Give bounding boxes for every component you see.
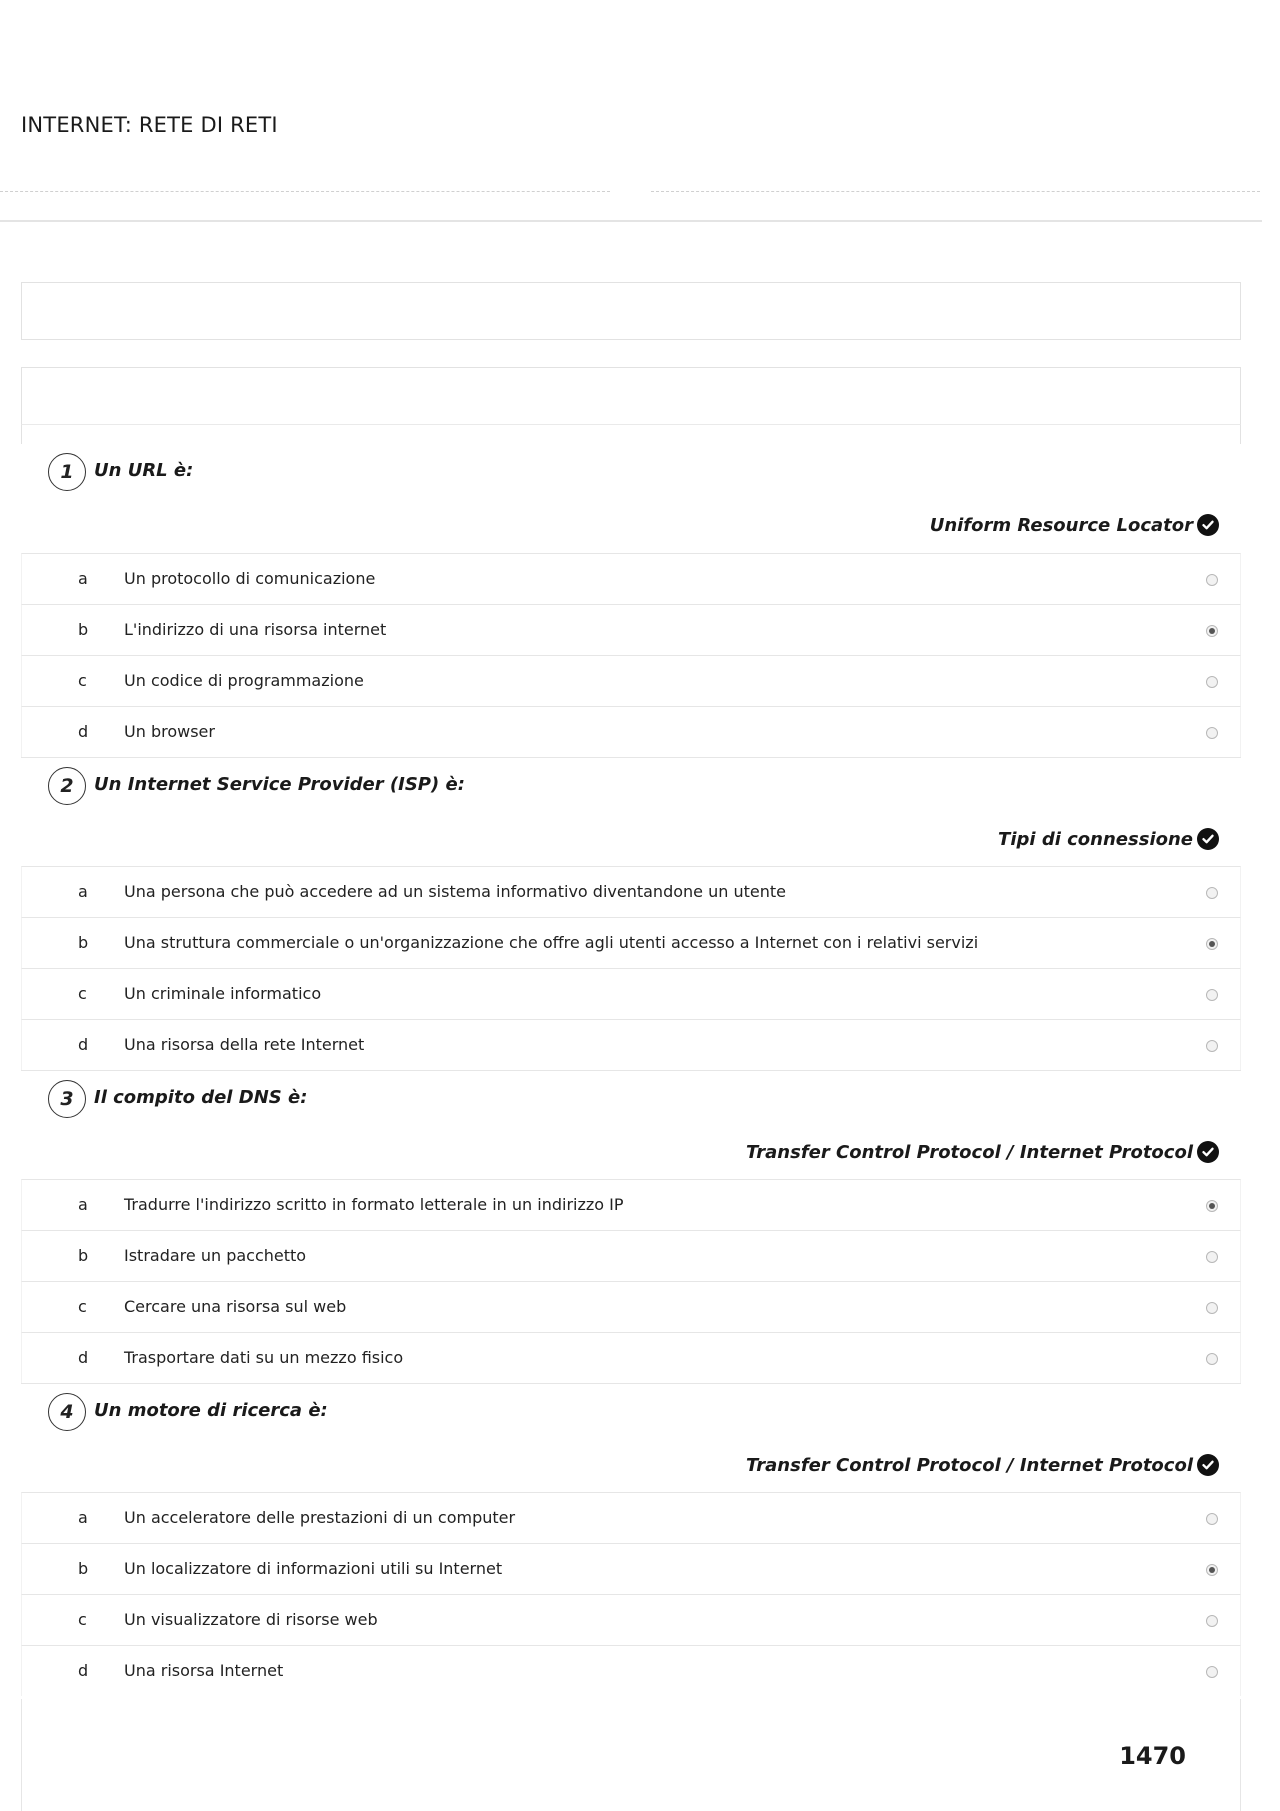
answer-option-a[interactable] [21, 866, 1241, 917]
question-hint [746, 1141, 1219, 1163]
answer-letter: d [78, 1348, 89, 1367]
question-2 [21, 757, 1241, 1070]
question-number-badge: 3 [48, 1080, 86, 1118]
answer-text: Una struttura commerciale o un'organizzazione che offre agli utenti accesso a Internet con i relativi servizi [124, 933, 979, 952]
answer-option-a[interactable] [21, 1492, 1241, 1543]
answer-text: Un codice di programmazione [124, 671, 364, 690]
answer-option-b[interactable] [21, 1230, 1241, 1281]
check-circle-icon [1197, 1454, 1219, 1476]
answer-radio[interactable] [1206, 1251, 1218, 1263]
answer-radio[interactable] [1206, 938, 1218, 950]
question-text: Un motore di ricerca è: [94, 1400, 328, 1421]
question-hint-text: Tipi di connessione [998, 828, 1193, 850]
answer-radio[interactable] [1206, 625, 1218, 637]
answer-radio[interactable] [1206, 989, 1218, 1001]
answer-text: Trasportare dati su un mezzo fisico [124, 1348, 404, 1367]
answer-text: Cercare una risorsa sul web [124, 1297, 347, 1316]
page-title: INTERNET: RETE DI RETI [21, 113, 278, 137]
empty-panel [21, 282, 1241, 340]
question-hint [998, 828, 1219, 850]
answer-radio[interactable] [1206, 676, 1218, 688]
answer-text: Un localizzatore di informazioni utili su Internet [124, 1559, 503, 1578]
answer-radio[interactable] [1206, 1302, 1218, 1314]
question-header [21, 757, 1241, 866]
answer-text: Una risorsa Internet [124, 1661, 284, 1680]
question-hint-text: Transfer Control Protocol / Internet Protocol [745, 1141, 1193, 1163]
answer-radio[interactable] [1206, 727, 1218, 739]
question-hint [746, 1454, 1219, 1476]
question-header [21, 1383, 1241, 1492]
answer-letter: a [78, 569, 88, 588]
answer-letter: d [78, 1661, 89, 1680]
answer-radio[interactable] [1206, 1615, 1218, 1627]
answer-letter: b [78, 1246, 89, 1265]
answer-letter: c [78, 1610, 87, 1629]
answer-radio[interactable] [1206, 1666, 1218, 1678]
answer-text: Istradare un pacchetto [124, 1246, 307, 1265]
answer-radio[interactable] [1206, 887, 1218, 899]
question-header [21, 444, 1241, 553]
answer-text: Un protocollo di comunicazione [124, 569, 376, 588]
question-number-badge: 1 [48, 453, 86, 491]
answer-letter: c [78, 1297, 87, 1316]
question-header [21, 1070, 1241, 1179]
empty-panel-body [21, 424, 1241, 444]
question-number-badge: 4 [48, 1393, 86, 1431]
answer-radio[interactable] [1206, 574, 1218, 586]
header-divider-left [0, 191, 610, 192]
answer-letter: c [78, 984, 87, 1003]
question-hint-text: Transfer Control Protocol / Internet Protocol [745, 1454, 1193, 1476]
answer-text: Un browser [124, 722, 215, 741]
answer-text: Tradurre l'indirizzo scritto in formato letterale in un indirizzo IP [124, 1195, 624, 1214]
question-hint-text: Uniform Resource Locator [929, 514, 1193, 536]
answer-option-c[interactable] [21, 1281, 1241, 1332]
answer-option-d[interactable] [21, 1332, 1241, 1383]
answer-letter: b [78, 1559, 89, 1578]
answer-option-d[interactable] [21, 706, 1241, 757]
page-footer [21, 1699, 1241, 1811]
header-divider-right [651, 191, 1260, 192]
question-hint [930, 514, 1219, 536]
answer-radio[interactable] [1206, 1353, 1218, 1365]
answer-option-a[interactable] [21, 1179, 1241, 1230]
question-text: Un Internet Service Provider (ISP) è: [94, 774, 465, 795]
answer-letter: a [78, 1195, 88, 1214]
answer-radio[interactable] [1206, 1200, 1218, 1212]
answer-letter: b [78, 620, 89, 639]
question-number-badge: 2 [48, 767, 86, 805]
page-number: 1470 [1119, 1742, 1186, 1770]
question-3 [21, 1070, 1241, 1383]
question-text: Un URL è: [94, 460, 194, 481]
answer-option-b[interactable] [21, 917, 1241, 968]
header-rule [0, 220, 1262, 222]
answer-letter: d [78, 722, 89, 741]
answer-option-c[interactable] [21, 968, 1241, 1019]
question-4 [21, 1383, 1241, 1696]
empty-panel-header [21, 367, 1241, 425]
answer-radio[interactable] [1206, 1513, 1218, 1525]
answer-letter: b [78, 933, 89, 952]
check-circle-icon [1197, 828, 1219, 850]
question-text: Il compito del DNS è: [94, 1087, 308, 1108]
answer-text: L'indirizzo di una risorsa internet [124, 620, 387, 639]
answer-option-d[interactable] [21, 1019, 1241, 1070]
answer-letter: a [78, 1508, 88, 1527]
answer-letter: c [78, 671, 87, 690]
question-1 [21, 444, 1241, 757]
answer-radio[interactable] [1206, 1040, 1218, 1052]
answer-option-a[interactable] [21, 553, 1241, 604]
answer-option-b[interactable] [21, 604, 1241, 655]
check-circle-icon [1197, 1141, 1219, 1163]
answer-text: Una risorsa della rete Internet [124, 1035, 365, 1054]
quiz-list [21, 444, 1241, 1696]
check-circle-icon [1197, 514, 1219, 536]
answer-letter: d [78, 1035, 89, 1054]
answer-option-c[interactable] [21, 1594, 1241, 1645]
answer-option-c[interactable] [21, 655, 1241, 706]
answer-text: Un acceleratore delle prestazioni di un computer [124, 1508, 516, 1527]
answer-option-d[interactable] [21, 1645, 1241, 1696]
answer-text: Una persona che può accedere ad un sistema informativo diventandone un utente [124, 882, 786, 901]
answer-radio[interactable] [1206, 1564, 1218, 1576]
answer-letter: a [78, 882, 88, 901]
answer-text: Un criminale informatico [124, 984, 322, 1003]
answer-text: Un visualizzatore di risorse web [124, 1610, 378, 1629]
answer-option-b[interactable] [21, 1543, 1241, 1594]
